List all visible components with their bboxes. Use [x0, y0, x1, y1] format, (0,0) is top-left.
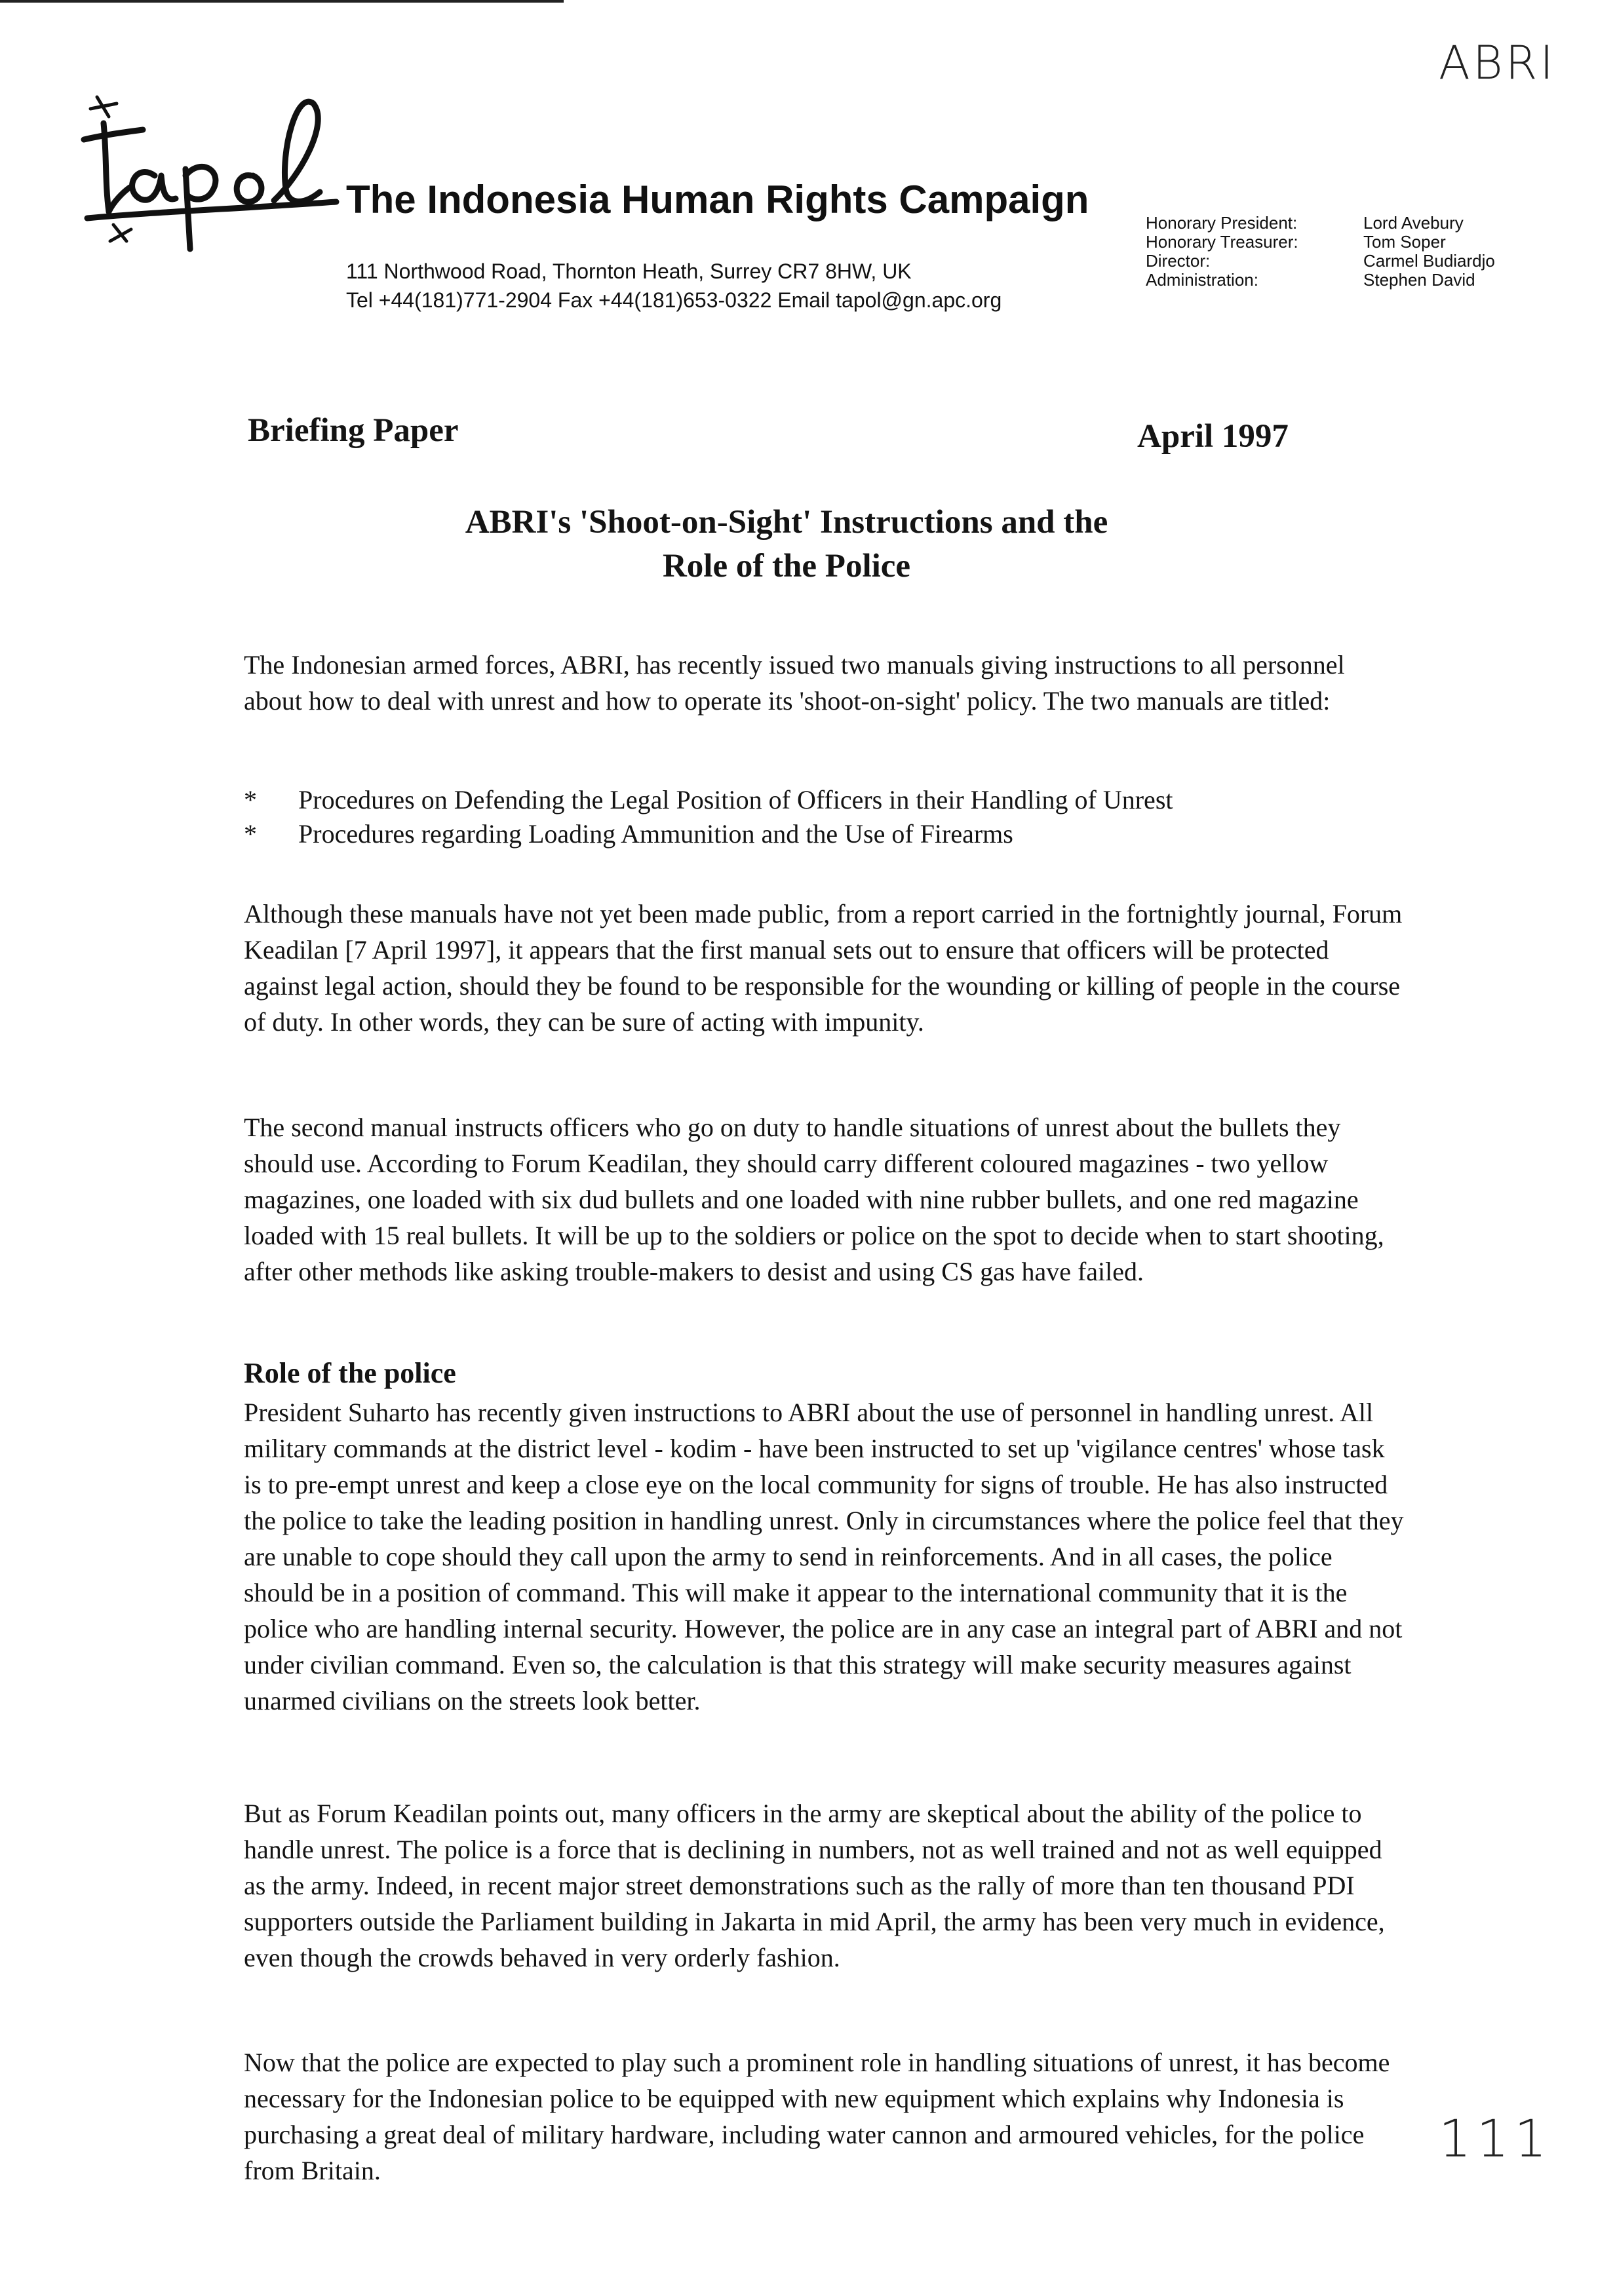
paragraph-text: But as Forum Keadilan points out, many officers in the army are skeptical about the ability of the police to handle unrest. The police is a force that is declining in numbers, not as well trained and not as well equipped as the army. Indeed, in recent major street demonstrations such as the rally of more than ten thousand PDI supporters outside the Parliament building in Jakarta in mid April, the army has been very much in evidence, even though the crowds behaved in very orderly fashion. [244, 1799, 1385, 1972]
paragraph-equipment [244, 2044, 1404, 2189]
officer-name: Lord Avebury [1363, 213, 1464, 233]
title-line: Role of the Police [662, 548, 911, 584]
officer-name: Carmel Budiardjo [1363, 251, 1495, 271]
scan-edge-line [0, 0, 564, 3]
organization-phone-fax-email: Tel +44(181)771-2904 Fax +44(181)653-0322 Email tapol@gn.apc.org [346, 288, 1002, 312]
officer-row [1146, 271, 1495, 290]
list-item-text: Procedures regarding Loading Ammunition and the Use of Firearms [298, 819, 1013, 849]
officer-name: Tom Soper [1363, 232, 1446, 252]
officer-name: Stephen David [1363, 270, 1475, 290]
paragraph-text: Now that the police are expected to play such a prominent role in handling situations of unrest, it has become necessary for the Indonesian police to be equipped with new equipment which explains why Indonesia is purchasing a great deal of military hardware, including water cannon and armoured vehicles, for the police from Britain. [244, 2048, 1390, 2185]
officer-row [1146, 252, 1495, 271]
document-type: Briefing Paper [248, 412, 459, 449]
document-date: April 1997 [1137, 418, 1289, 455]
document-title [367, 501, 1206, 588]
officer-row [1146, 214, 1495, 233]
organization-contact-block [346, 257, 1002, 315]
list-item [244, 783, 1404, 817]
bullet-marker: * [244, 819, 257, 849]
bullet-marker: * [244, 785, 257, 814]
paragraph-first-manual [244, 896, 1404, 1040]
paragraph-police-role [244, 1394, 1404, 1719]
title-line: ABRI's 'Shoot-on-Sight' Instructions and the [465, 504, 1108, 541]
handwritten-page-number: 111 [1439, 2110, 1552, 2169]
officer-role: Honorary President: [1146, 213, 1298, 233]
paragraph-text: Although these manuals have not yet been made public, from a report carried in the fortnightly journal, Forum Keadilan [7 April 1997], it appears that the first manual sets out to ensure that officers will be protected against legal action, should they be found to be responsible for the wounding or killing of people in the course of duty. In other words, they can be sure of acting with impunity. [244, 899, 1403, 1037]
tapol-logo [77, 77, 353, 254]
paragraph-text: The second manual instructs officers who go on duty to handle situations of unrest about the bullets they should use. According to Forum Keadilan, they should carry different coloured magazines - two yellow magazines, one loaded with six dud bullets and one loaded with nine rubber bullets, and one red magazine loaded with 15 real bullets. It will be up to the soldiers or police on the spot to decide when to start shooting, after other methods like asking trouble-makers to desist and using CS gas have failed. [244, 1113, 1384, 1286]
paragraph-army-skeptical [244, 1795, 1404, 1976]
paragraph-text: President Suharto has recently given instructions to ABRI about the use of personnel in handling unrest. All military commands at the district level - kodim - have been instructed to set up 'vigilance centres' whose task is to pre-empt unrest and keep a close eye on the local community for signs of trouble. He has also instructed the police to take the leading position in handling unrest. Only in circumstances where the police feel that they are unable to cope should they call upon the army to send in reinforcements. And in all cases, the police should be in a position of command. This will make it appear to the international community that it is the police who are handling internal security. However, the police are in any case an integral part of ABRI and not under civilian command. Even so, the calculation is that this strategy will make security measures against unarmed civilians on the streets look better. [244, 1398, 1404, 1715]
list-item [244, 817, 1404, 851]
officer-role: Administration: [1146, 270, 1258, 290]
section-heading: Role of the police [244, 1357, 456, 1389]
officer-role: Honorary Treasurer: [1146, 232, 1298, 252]
organization-name: The Indonesia Human Rights Campaign [346, 178, 1089, 221]
officers-list [1146, 214, 1495, 290]
manual-title-list [244, 783, 1404, 851]
officer-role: Director: [1146, 251, 1211, 271]
paragraph-second-manual [244, 1109, 1404, 1290]
officer-row [1146, 233, 1495, 252]
list-item-text: Procedures on Defending the Legal Position of Officers in their Handling of Unrest [298, 785, 1173, 814]
organization-address: 111 Northwood Road, Thornton Heath, Surrey CR7 8HW, UK [346, 259, 912, 283]
handwritten-code: ABRI [1439, 36, 1557, 90]
paragraph-text: The Indonesian armed forces, ABRI, has recently issued two manuals giving instructions to all personnel about how to deal with unrest and how to operate its 'shoot-on-sight' policy. The two manuals are titled: [244, 650, 1345, 716]
paragraph-intro [244, 647, 1404, 719]
